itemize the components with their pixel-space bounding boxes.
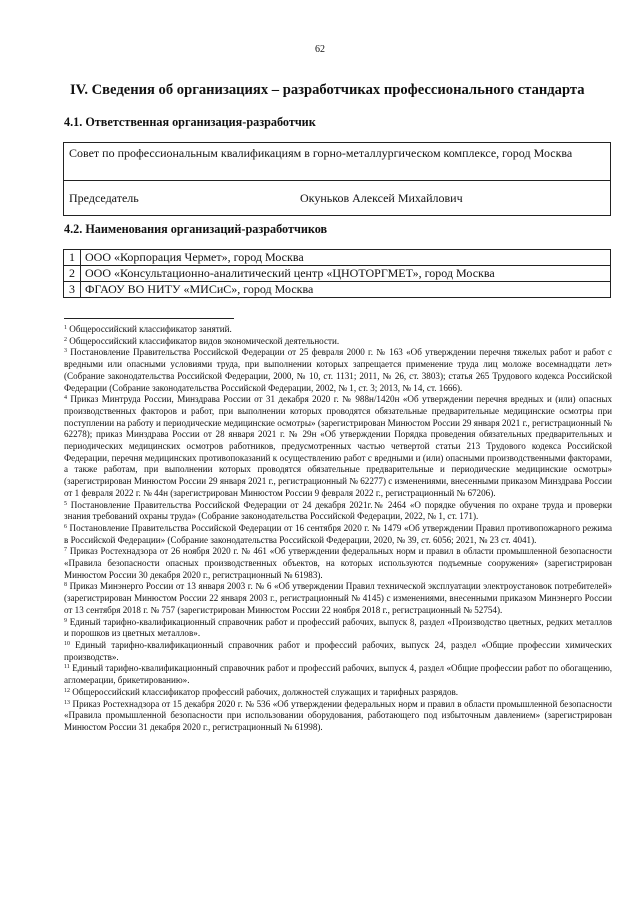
footnote <box>64 394 612 499</box>
footnote-number: 8 <box>64 582 67 589</box>
chair-name: Окуньков Алексей Михайлович <box>300 191 463 205</box>
footnote <box>64 687 612 699</box>
footnote-number: 13 <box>64 699 70 706</box>
footnote-text: Единый тарифно-квалификационный справочник работ и профессий рабочих, выпуск 4, раздел «Общие профессии работ по обогащению, агломерации, брикетированию». <box>64 663 613 686</box>
footnote-number: 4 <box>64 395 67 402</box>
footnote-text: Общероссийский классификатор видов экономической деятельности. <box>69 335 340 346</box>
footnote-number: 11 <box>64 664 70 671</box>
footnote <box>64 500 612 523</box>
footnote <box>64 617 612 640</box>
footnote-text: Общероссийский классификатор профессий рабочих, должностей служащих и тарифных разрядов. <box>72 686 459 697</box>
footnote-text: Приказ Минтруда России, Минздрава России от 31 декабря 2020 г. № 988н/1420н «Об утверждении перечня вредных и (или) опасных производственных факторов и работ, при выполнении которых проводятся обязательные предварительные медицинские осмотры при поступлении на работу и периодические медицинские осмотры» (зарегистрирован Минюстом России 29 января 2021 г., регистрационный № 62278); приказ Минздрава России от 28 января 2021 г. № 29н «Об утверждении Порядка проведения обязательных предварительных и периодических медицинских осмотров работников, предусмотренных частью четвертой статьи 213 Трудового кодекса Российской Федерации, перечня медицинских противопоказаний к осуществлению работ с вредными и (или) опасными производственными факторами, а также работам, при выполнении которых проводятся обязательные предварительные и периодические медицинские осмотры» (зарегистрирован Минюстом России 29 января 2021 г., регистрационный № 62277) с изменениями, внесенными приказом Минздрава России от 1 февраля 2022 г. № 44н (зарегистрирован Минюстом России 9 февраля 2022 г., регистрационный № 67206). <box>64 394 612 498</box>
footnote-text: Единый тарифно-квалификационный справочник работ и профессий рабочих, выпуск 8, раздел «Производство цветных, редких металлов и порошков из цветных металлов». <box>64 616 612 639</box>
footnote <box>64 640 612 663</box>
developer-row <box>64 250 611 266</box>
developer-name: ООО «Корпорация Чермет», город Москва <box>81 250 611 266</box>
developer-orgs-table <box>63 249 611 298</box>
footnote-divider <box>64 318 234 319</box>
footnote-text: Приказ Ростехнадзора от 26 ноября 2020 г. № 461 «Об утверждении федеральных норм и правил в области промышленной безопасности «Правила безопасности опасных производственных объектов, на которых используются подъемные сооружения» (зарегистрирован Минюстом России 30 декабря 2020 г., регистрационный № 61983). <box>64 546 612 580</box>
developer-row <box>64 282 611 298</box>
footnote-number: 9 <box>64 617 67 624</box>
chair-label: Председатель <box>69 191 139 205</box>
footnote <box>64 347 612 394</box>
developer-name: ФГАОУ ВО НИТУ «МИСиС», город Москва <box>81 282 611 298</box>
footnote-number: 6 <box>64 523 67 530</box>
responsible-org-table <box>63 142 611 216</box>
footnotes <box>64 324 612 734</box>
footnote <box>64 546 612 581</box>
developer-number: 3 <box>64 282 81 298</box>
footnote-number: 10 <box>64 640 70 647</box>
section-title: IV. Сведения об организациях – разработчиках профессионального стандарта <box>70 82 585 98</box>
footnote <box>64 324 612 336</box>
page-number: 62 <box>315 44 325 55</box>
developer-number: 1 <box>64 250 81 266</box>
developer-name: ООО «Консультационно-аналитический центр «ЦНОТОРГМЕТ», город Москва <box>81 266 611 282</box>
footnote-text: Общероссийский классификатор занятий. <box>69 324 232 334</box>
responsible-org-heading: 4.1. Ответственная организация-разработчик <box>64 115 316 129</box>
chair-row <box>64 181 611 216</box>
footnote-text: Постановление Правительства Российской Федерации от 25 февраля 2000 г. № 163 «Об утверждении перечня тяжелых работ и работ с вредными или опасными условиями труда, при выполнении которых запрещается применение труда лиц моложе восемнадцати лет» (Собрание законодательства Российской Федерации, 2000, № 10, ст. 1131; 2011, № 26, ст. 3803); статья 265 Трудового кодекса Российской Федерации (Собрание законодательства Российской Федерации, 2002, № 1, ст. 3; 2013, № 14, ст. 1666). <box>64 347 612 393</box>
footnote-number: 3 <box>64 348 67 355</box>
footnote-number: 2 <box>64 336 67 343</box>
footnote <box>64 663 612 686</box>
responsible-org-name: Совет по профессиональным квалификациям в горно-металлургическом комплексе, город Москва <box>64 143 611 181</box>
developer-row <box>64 266 611 282</box>
footnote-number: 7 <box>64 547 67 554</box>
footnote-text: Единый тарифно-квалификационный справочник работ и профессий рабочих, выпуск 24, раздел «Общие профессии химических производств». <box>64 639 612 662</box>
footnote-number: 5 <box>64 500 67 507</box>
developer-orgs-heading: 4.2. Наименования организаций-разработчиков <box>64 222 328 236</box>
footnote-text: Приказ Ростехнадзора от 15 декабря 2020 г. № 536 «Об утверждении федеральных норм и правил в области промышленной безопасности «Правила промышленной безопасности при использовании оборудования, работающего под избыточным давлением» (зарегистрирован Минюстом России 31 декабря 2020 г., регистрационный № 61998). <box>64 698 612 732</box>
footnote <box>64 699 612 734</box>
footnote-text: Постановление Правительства Российской Федерации от 16 сентября 2020 г. № 1479 «Об утверждении Правил противопожарного режима в Российской Федерации» (Собрание законодательства Российской Федерации, 2020, № 39, ст. 6056; 2021, № 23 ст. 4041). <box>64 522 612 545</box>
developer-number: 2 <box>64 266 81 282</box>
footnote <box>64 523 612 546</box>
footnote-text: Постановление Правительства Российской Федерации от 24 декабря 2021г.№ 2464 «О порядке обучения по охране труда и проверки знания требований охраны труда» (Собрание законодательства Российской Федерации, 2022, № 1, ст. 171). <box>64 499 612 522</box>
footnote-number: 1 <box>64 325 67 331</box>
footnote-number: 12 <box>64 687 70 694</box>
footnote-text: Приказ Минэнерго России от 13 января 2003 г. № 6 «Об утверждении Правил технической эксплуатации электроустановок потребителей» (зарегистрирован Минюстом России 22 января 2003 г., регистрационный № 4145) с изменениями, внесенными приказом Минэнерго России от 13 сентября 2018 г. № 757 (зарегистрирован Минюстом России 22 ноября 2018 г., регистрационный № 52754). <box>64 581 612 615</box>
footnote <box>64 581 612 616</box>
footnote <box>64 336 612 348</box>
